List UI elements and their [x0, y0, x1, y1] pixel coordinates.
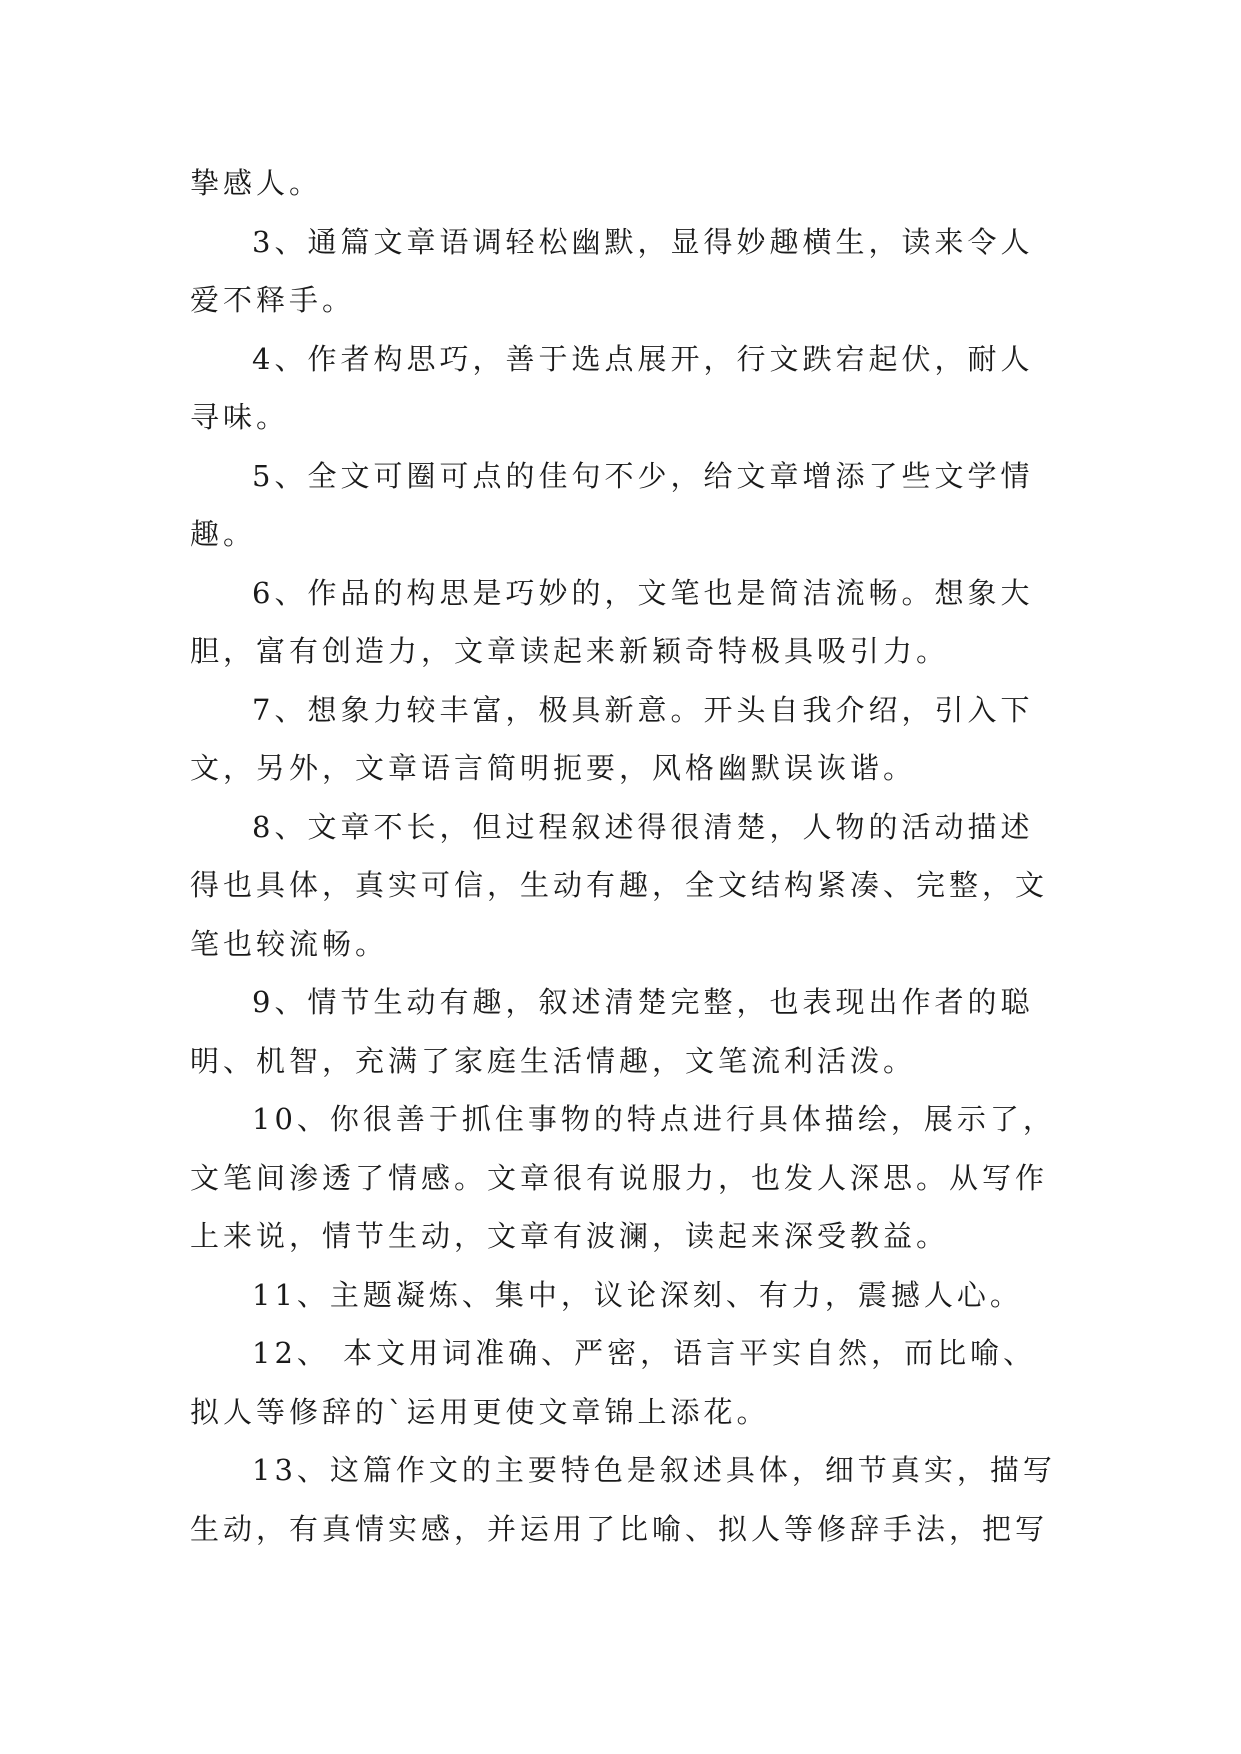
text-line: 挚感人。	[190, 166, 323, 200]
comment-7-line-1: 7、想象力较丰富，极具新意。开头自我介绍，引入下	[252, 692, 1034, 727]
comment-4-line-2: 寻味。	[190, 400, 290, 434]
comment-10-line-1: 10、你很善于抓住事物的特点进行具体描绘，展示了，	[252, 1102, 1056, 1136]
comment-5-line-1: 5、全文可圈可点的佳句不少，给文章增添了些文学情	[252, 458, 1034, 493]
comment-11-line-1: 11、主题凝炼、集中，议论深刻、有力，震撼人心。	[252, 1277, 1023, 1312]
comment-9-line-1: 9、情节生动有趣，叙述清楚完整，也表现出作者的聪	[252, 985, 1034, 1019]
comment-3-line-1: 3、通篇文章语调轻松幽默，显得妙趣横生，读来令人	[252, 224, 1034, 259]
comment-12-line-2: 拟人等修辞的`运用更使文章锦上添花。	[190, 1394, 770, 1429]
comment-4-line-1: 4、作者构思巧，善于选点展开，行文跌宕起伏，耐人	[252, 341, 1034, 376]
comment-10-line-2: 文笔间渗透了情感。文章很有说服力，也发人深思。从写作	[190, 1160, 1049, 1195]
comment-10-line-3: 上来说，情节生动，文章有波澜，读起来深受教益。	[190, 1219, 950, 1253]
comment-5-line-2: 趣。	[190, 517, 257, 551]
comment-13-line-1: 13、这篇作文的主要特色是叙述具体，细节真实，描写	[252, 1453, 1056, 1487]
comment-8-line-1: 8、文章不长，但过程叙述得很清楚，人物的活动描述	[252, 809, 1034, 844]
comment-13-line-2: 生动，有真情实感，并运用了比喻、拟人等修辞手法，把写	[190, 1511, 1049, 1546]
document-body	[190, 154, 1056, 1558]
comment-9-line-2: 明、机智，充满了家庭生活情趣，文笔流利活泼。	[190, 1043, 917, 1078]
comment-8-line-2: 得也具体，真实可信，生动有趣，全文结构紧凑、完整，文	[190, 868, 1049, 902]
comment-12-line-1: 12、 本文用词准确、严密，语言平实自然，而比喻、	[252, 1336, 1037, 1370]
comment-6-line-2: 胆，富有创造力，文章读起来新颖奇特极具吸引力。	[190, 634, 950, 668]
comment-6-line-1: 6、作品的构思是巧妙的，文笔也是简洁流畅。想象大	[252, 575, 1034, 610]
comment-3-line-2: 爱不释手。	[190, 283, 356, 317]
comment-7-line-2: 文，另外，文章语言简明扼要，风格幽默误诙谐。	[190, 751, 917, 785]
comment-8-line-3: 笔也较流畅。	[190, 926, 389, 961]
